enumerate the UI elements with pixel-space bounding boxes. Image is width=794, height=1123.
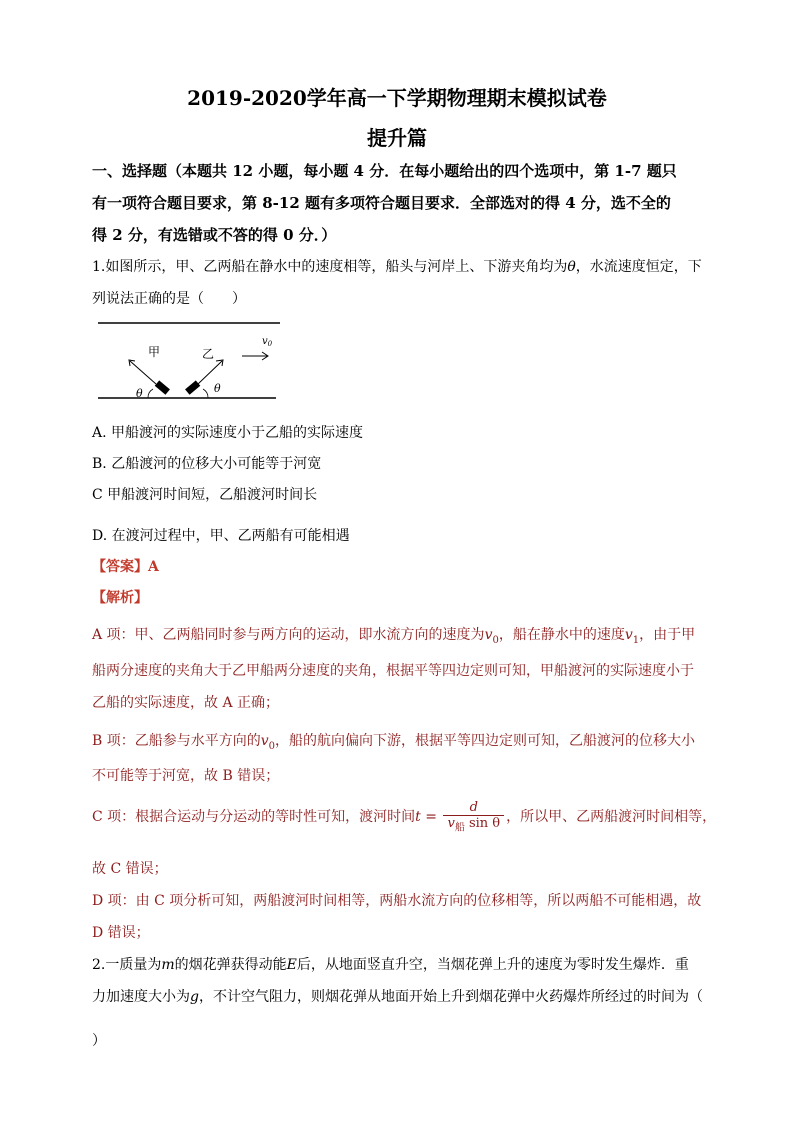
var-v0-sub: 0 [492, 634, 499, 646]
velocity-arrow-jia [130, 361, 156, 384]
analysis-a-line1 [92, 624, 712, 646]
question2-stem-line3: ） [92, 1033, 106, 1049]
option-c: C 甲船渡河时间短，乙船渡河时间长 [92, 487, 318, 503]
question1-stem-line2: 列说法正确的是（ ） [92, 291, 246, 307]
analysis-text: ，船在静水中的速度 [498, 627, 625, 643]
section-instructions-line1: 一、选择题（本题共 12 小题，每小题 4 分．在每小题给出的四个选项中，第 1-7 题只 [92, 162, 677, 180]
analysis-b-line2: 不可能等于河宽，故 B 错误； [92, 768, 280, 784]
analysis-text: ，船的航向偏向下游，根据平等四边定则可知，乙船渡河的位移大小 [275, 733, 696, 749]
analysis-a-line2: 船两分速度的夹角大于乙甲船两分速度的夹角，根据平等四边定则可知，甲船渡河的实际速度小于 [92, 663, 694, 679]
fraction-numerator: d [443, 800, 504, 816]
var-v1: v [624, 627, 633, 643]
page-title: 2019-2020学年高一下学期物理期末模拟试卷 [187, 86, 607, 110]
sin-theta: sin θ [464, 816, 501, 831]
analysis-text: B 项：乙船参与水平方向的 [92, 733, 261, 749]
q1-stem-text: 1.如图所示，甲、乙两船在静水中的速度相等，船头与河岸上、下游夹角均为 [92, 259, 568, 275]
velocity-arrow-yi [198, 361, 222, 384]
fraction-crossing-time [443, 800, 504, 834]
q2-text: 2.一质量为 [92, 957, 162, 973]
q2-text: 力加速度大小为 [92, 989, 190, 1005]
option-a: A. 甲船渡河的实际速度小于乙船的实际速度 [92, 425, 364, 441]
question1-stem-line1 [92, 256, 712, 276]
page-subtitle: 提升篇 [367, 126, 427, 150]
analysis-d-line1: D 项：由 C 项分析可知，两船渡河时间相等，两船水流方向的位移相等，所以两船不可能相遇，故 [92, 893, 702, 909]
analysis-a-line3: 乙船的实际速度，故 A 正确； [92, 695, 280, 711]
question2-stem-line1 [92, 954, 712, 974]
analysis-text: C 项：根据合运动与分运动的等时性可知，渡河时间 [92, 808, 416, 825]
analysis-c-line2: 故 C 错误； [92, 861, 168, 877]
var-v0-sub: 0 [268, 740, 276, 752]
var-v0: v [484, 627, 493, 643]
q2-text: 后，从地面竖直升空，当烟花弹上升的速度为零时发生爆炸．重 [296, 957, 689, 973]
river-boats-diagram [96, 318, 286, 404]
analysis-c-line1 [92, 800, 717, 834]
var-t: t [415, 808, 421, 825]
water-speed-label: $v_0$ [262, 336, 273, 348]
label-yi: 乙 [202, 347, 215, 361]
q1-stem-text-b: ，水流速度恒定，下 [575, 259, 702, 275]
analysis-text: A 项：甲、乙两船同时参与两方向的运动，即水流方向的速度为 [92, 627, 485, 643]
q1-theta: θ [567, 259, 576, 275]
fraction-denominator [443, 816, 504, 834]
var-v0: v [260, 733, 269, 749]
q2-text: 的烟花弹获得动能 [174, 957, 287, 973]
analysis-text: ，所以甲、乙两船渡河时间相等， [506, 808, 717, 825]
boat-jia [155, 380, 170, 394]
analysis-label: 【解析】 [92, 590, 148, 606]
option-b: B. 乙船渡河的位移大小可能等于河宽 [92, 456, 322, 472]
analysis-b-line1 [92, 730, 712, 752]
var-v-sub: 船 [454, 822, 465, 834]
q2-text: ，不计空气阻力，则烟花弹从地面开始上升到烟花弹中火药爆炸所经过的时间为（ [198, 989, 703, 1005]
angle-arc-jia [148, 389, 153, 398]
section-instructions-line3: 得 2 分，有选错或不答的得 0 分．） [92, 226, 337, 244]
label-jia: 甲 [148, 345, 161, 359]
var-g: g [190, 989, 199, 1005]
boat-yi [185, 380, 200, 394]
analysis-text: ，由于甲 [639, 627, 696, 643]
question2-stem-line2 [92, 986, 712, 1006]
theta-label-yi: θ [214, 382, 221, 395]
option-d: D. 在渡河过程中，甲、乙两船有可能相遇 [92, 528, 350, 544]
answer-label: 【答案】A [92, 559, 159, 575]
var-v: v [447, 816, 455, 831]
var-v1-sub: 1 [632, 634, 640, 646]
angle-arc-yi [203, 389, 208, 398]
analysis-d-line2: D 错误； [92, 925, 150, 941]
var-m: m [161, 957, 175, 973]
var-E: E [286, 957, 297, 973]
equals-sign: = [420, 808, 442, 825]
section-instructions-line2: 有一项符合题目要求，第 8-12 题有多项符合题目要求．全部选对的得 4 分，选不全的 [92, 194, 671, 212]
theta-label-jia: θ [136, 387, 143, 400]
